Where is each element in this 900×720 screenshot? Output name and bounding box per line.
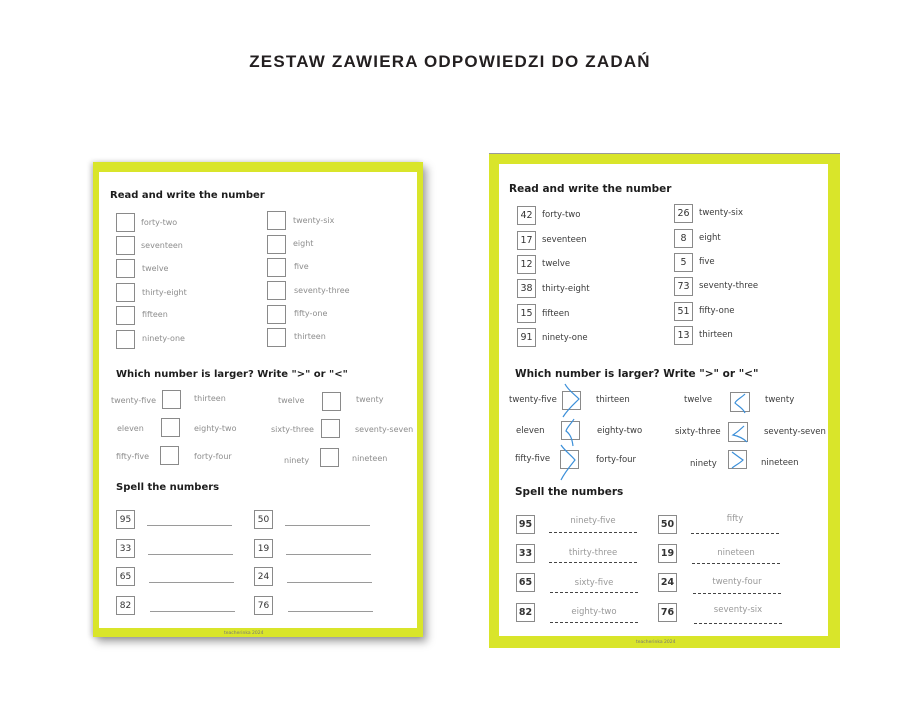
number-word: eight	[293, 239, 314, 248]
number-word: fifteen	[542, 309, 570, 319]
answer-box: 17	[517, 231, 536, 250]
compare-right-word: twenty	[765, 395, 795, 405]
spelled-answer: seventy-six	[713, 605, 763, 615]
worksheet-answers	[489, 153, 840, 648]
write-line	[550, 622, 638, 623]
compare-box[interactable]	[322, 392, 341, 411]
write-line[interactable]	[150, 611, 235, 612]
number-box: 24	[254, 567, 273, 586]
spelled-answer: ninety-five	[570, 516, 616, 526]
section-heading-spell: Spell the numbers	[515, 486, 624, 498]
number-box: 24	[658, 573, 677, 592]
number-word: ninety-one	[542, 333, 588, 343]
answer-box[interactable]	[116, 306, 135, 325]
write-line	[549, 532, 637, 533]
write-line	[691, 533, 779, 534]
number-box: 33	[116, 539, 135, 558]
write-line[interactable]	[288, 611, 373, 612]
compare-right-word: thirteen	[596, 395, 630, 405]
section-heading-compare: Which number is larger? Write ">" or "<"	[515, 368, 759, 380]
write-line	[694, 623, 782, 624]
spelled-answer: fifty	[726, 514, 744, 524]
compare-right-word: seventy-seven	[355, 425, 414, 434]
spelled-answer: thirty-three	[568, 548, 618, 558]
compare-left-word: twenty-five	[509, 395, 557, 405]
answer-box[interactable]	[267, 328, 286, 347]
number-box: 65	[516, 573, 535, 592]
number-word: seventy-three	[294, 286, 350, 295]
section-heading-spell: Spell the numbers	[116, 482, 220, 493]
number-word: fifty-one	[294, 309, 328, 318]
compare-left-word: ninety	[690, 459, 717, 469]
number-box: 65	[116, 567, 135, 586]
compare-box[interactable]	[162, 390, 181, 409]
answer-box[interactable]	[267, 235, 286, 254]
section-heading-read-write: Read and write the number	[110, 190, 265, 201]
number-word: eight	[699, 233, 721, 243]
less-than-mark-icon	[730, 392, 750, 414]
compare-left-word: twelve	[278, 396, 305, 405]
number-box: 76	[254, 596, 273, 615]
footer-credit: teacherinka 2024	[636, 640, 676, 645]
compare-left-word: sixty-three	[675, 427, 721, 437]
less-than-mark-icon	[728, 422, 750, 444]
number-box: 82	[116, 596, 135, 615]
compare-left-word: sixty-three	[271, 425, 314, 434]
number-word: thirteen	[699, 330, 733, 340]
number-word: twelve	[542, 259, 571, 269]
answer-box: 42	[517, 206, 536, 225]
worksheet-blank	[93, 162, 423, 637]
answer-box: 13	[674, 326, 693, 345]
compare-left-word: twelve	[684, 395, 713, 405]
write-line[interactable]	[286, 554, 371, 555]
compare-box[interactable]	[161, 418, 180, 437]
answer-box: 73	[674, 277, 693, 296]
number-box: 95	[116, 510, 135, 529]
number-word: fifty-one	[699, 306, 735, 316]
compare-left-word: ninety	[284, 456, 310, 465]
answer-box[interactable]	[267, 258, 286, 277]
spelled-answer: nineteen	[717, 548, 755, 558]
compare-box[interactable]	[320, 448, 339, 467]
number-word: twenty-six	[699, 208, 744, 218]
answer-box: 26	[674, 204, 693, 223]
number-box: 95	[516, 515, 535, 534]
compare-left-word: fifty-five	[515, 454, 551, 464]
number-word: forty-two	[141, 218, 178, 227]
compare-left-word: twenty-five	[111, 396, 156, 405]
footer-credit: teacherinka 2024	[224, 631, 264, 636]
write-line[interactable]	[147, 525, 232, 526]
answer-box[interactable]	[116, 213, 135, 232]
number-word: five	[294, 262, 309, 271]
number-box: 82	[516, 603, 535, 622]
answer-box[interactable]	[267, 211, 286, 230]
section-heading-compare: Which number is larger? Write ">" or "<"	[116, 369, 348, 380]
greater-than-mark-icon	[728, 450, 748, 470]
worksheet-blank-paper	[99, 172, 417, 628]
number-word: ninety-one	[142, 334, 185, 343]
number-word: thirty-eight	[542, 284, 590, 294]
number-word: twenty-six	[293, 216, 335, 225]
compare-right-word: forty-four	[596, 455, 637, 465]
number-box: 19	[254, 539, 273, 558]
spelled-answer: eighty-two	[571, 607, 617, 617]
number-box: 50	[658, 515, 677, 534]
answer-box: 91	[517, 328, 536, 347]
answer-box: 15	[517, 304, 536, 323]
write-line	[549, 562, 637, 563]
number-word: fifteen	[142, 310, 168, 319]
write-line[interactable]	[148, 554, 233, 555]
compare-right-word: seventy-seven	[764, 427, 826, 437]
write-line	[693, 593, 781, 594]
answer-box[interactable]	[116, 259, 135, 278]
answer-box[interactable]	[267, 281, 286, 300]
compare-right-word: twenty	[356, 395, 384, 404]
number-word: twelve	[142, 264, 169, 273]
answer-box: 38	[517, 279, 536, 298]
number-box: 76	[658, 603, 677, 622]
worksheet-answers-paper	[499, 164, 828, 636]
compare-right-word: thirteen	[194, 394, 226, 403]
answer-box: 8	[674, 229, 693, 248]
number-word: seventeen	[542, 235, 587, 245]
number-box: 19	[658, 544, 677, 563]
answer-box: 12	[517, 255, 536, 274]
answer-box[interactable]	[267, 305, 286, 324]
compare-right-word: eighty-two	[194, 424, 237, 433]
compare-box[interactable]	[160, 446, 179, 465]
write-line[interactable]	[285, 525, 370, 526]
compare-right-word: forty-four	[194, 452, 232, 461]
less-than-mark-icon	[561, 418, 581, 448]
number-word: seventeen	[141, 241, 183, 250]
compare-left-word: fifty-five	[116, 452, 150, 461]
answer-box[interactable]	[116, 330, 135, 349]
write-line	[550, 592, 638, 593]
number-word: thirteen	[294, 332, 326, 341]
number-word: forty-two	[542, 210, 581, 220]
spelled-answer: sixty-five	[574, 578, 614, 588]
greater-than-mark-icon	[562, 384, 582, 418]
compare-box[interactable]	[321, 419, 340, 438]
spelled-answer: twenty-four	[712, 577, 762, 587]
write-line	[692, 563, 780, 564]
write-line[interactable]	[149, 582, 234, 583]
compare-right-word: nineteen	[352, 454, 388, 463]
write-line[interactable]	[287, 582, 372, 583]
number-box: 33	[516, 544, 535, 563]
answer-box[interactable]	[116, 236, 135, 255]
number-word: thirty-eight	[142, 288, 187, 297]
answer-box: 51	[674, 302, 693, 321]
answer-box: 5	[674, 253, 693, 272]
compare-left-word: eleven	[516, 426, 545, 436]
compare-left-word: eleven	[117, 424, 144, 433]
section-heading-read-write: Read and write the number	[509, 183, 672, 195]
number-box: 50	[254, 510, 273, 529]
compare-right-word: eighty-two	[597, 426, 643, 436]
number-word: seventy-three	[699, 281, 759, 291]
greater-than-mark-icon	[559, 445, 581, 481]
compare-right-word: nineteen	[761, 458, 799, 468]
answer-box[interactable]	[116, 283, 135, 302]
page-title: ZESTAW ZAWIERA ODPOWIEDZI DO ZADAŃ	[249, 52, 651, 71]
number-word: five	[699, 257, 715, 267]
